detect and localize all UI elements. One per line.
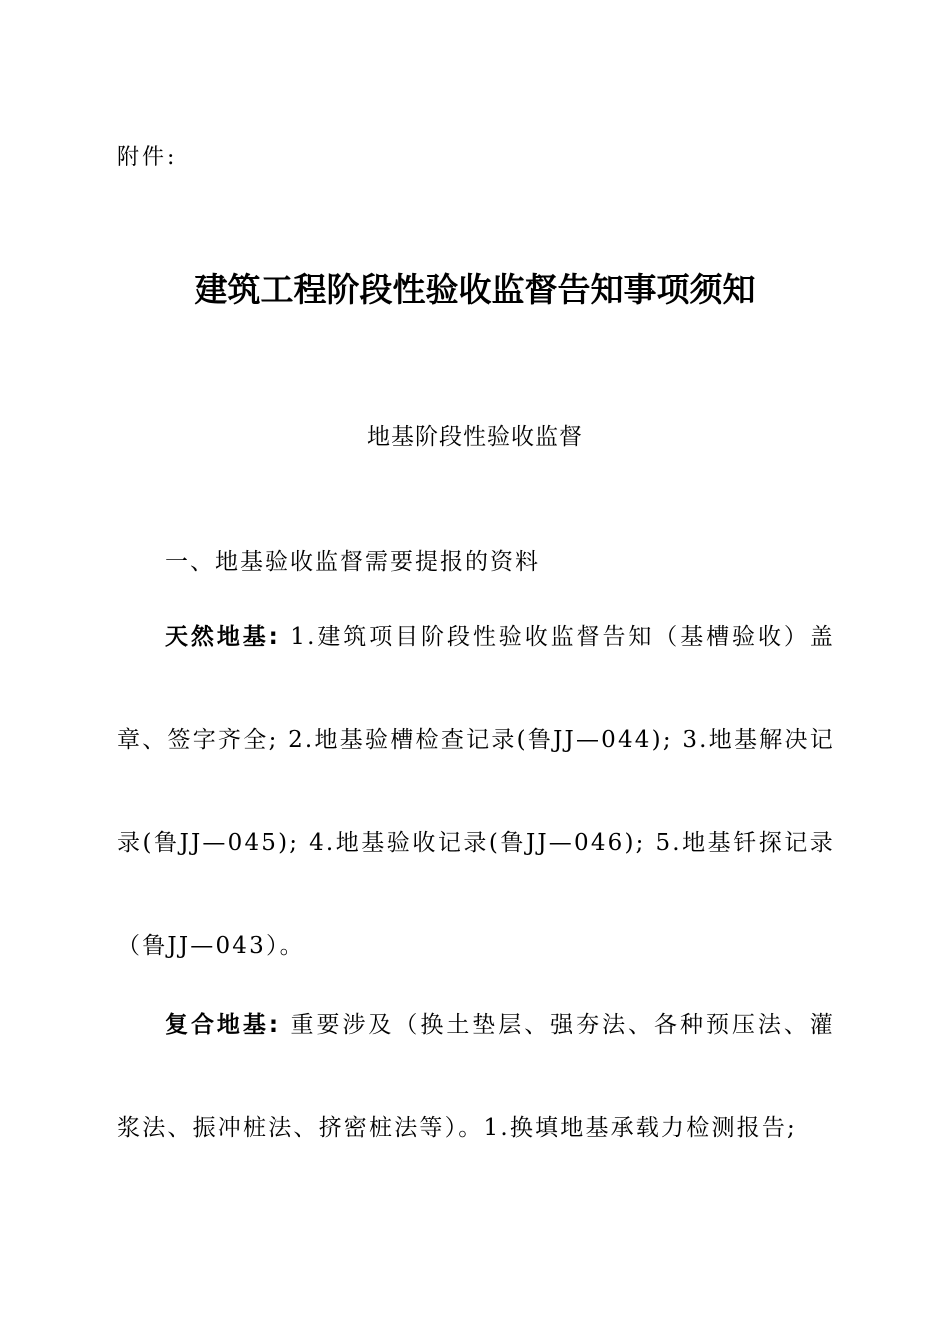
paragraph-text: 重要涉及（换土垫层、强夯法、各种预压法、灌浆法、振冲桩法、挤密桩法等）。1.换填地基承载力检测报告;	[117, 1012, 836, 1141]
paragraph-natural-foundation	[117, 586, 835, 998]
paragraph-lead: 复合地基:	[165, 1012, 281, 1038]
paragraph-composite-foundation	[117, 974, 835, 1180]
heading-one: 一、地基验收监督需要提报的资料	[165, 549, 540, 575]
section-title: 地基阶段性验收监督	[367, 424, 583, 450]
paragraph-text: 1.建筑项目阶段性验收监督告知（基槽验收）盖章、签字齐全; 2.地基验槽检查记录(鲁JJ—044); 3.地基解决记录(鲁JJ—045); 4.地基验收记录(鲁JJ—046); 5.地基钎探记录（鲁JJ—043）。	[117, 624, 836, 959]
document-title: 建筑工程阶段性验收监督告知事项须知	[194, 270, 756, 309]
attachment-label: 附件:	[117, 145, 178, 170]
paragraph-lead: 天然地基:	[165, 624, 281, 650]
